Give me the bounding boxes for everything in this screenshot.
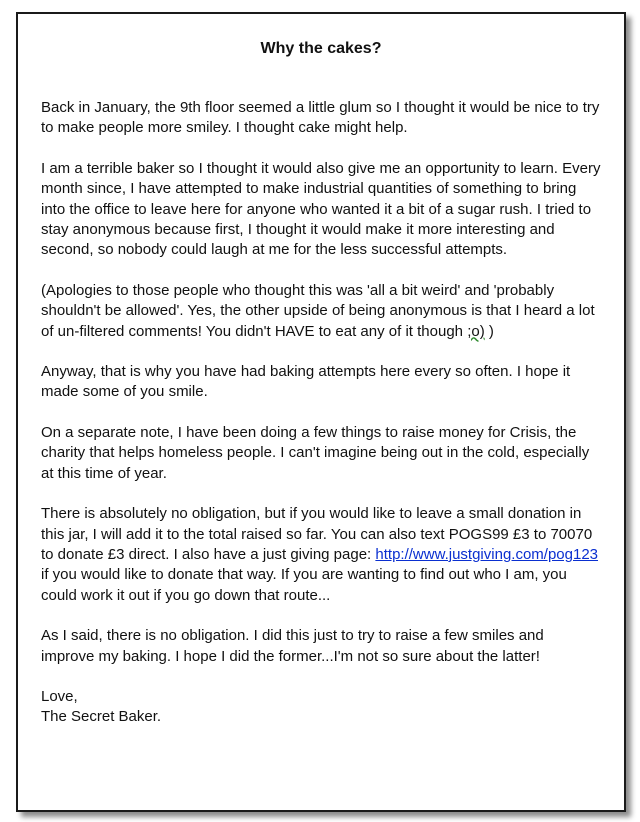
paragraph-apologies <box>41 281 601 342</box>
closing-love: Love, <box>41 687 78 705</box>
paragraph-anyway: Anyway, that is why you have had baking attempts here every so often. I hope it made some of you smile. <box>41 363 571 401</box>
justgiving-link[interactable]: http://www.justgiving.com/pog123 <box>375 545 599 563</box>
paragraph-baking: I am a terrible baker so I thought it would also give me an opportunity to learn. Every month since, I have attempted to make industrial quantities of something to bring into the office to leave here for anyone who wanted it a bit of a sugar rush. I tried to stay anonymous because first, I thought it would make it more interesting and second, so nobody could laugh at me for the less successful attempts. <box>41 159 601 259</box>
document-body <box>41 98 601 728</box>
paragraph-donation <box>41 504 601 606</box>
document-page <box>16 12 626 812</box>
emoticon: ;o) <box>467 322 485 340</box>
paragraph-crisis: On a separate note, I have been doing a few things to raise money for Crisis, the charity that helps homeless people. I can't imagine being out in the cold, especially at this time of year. <box>41 423 590 482</box>
closing-signature: The Secret Baker. <box>41 708 162 726</box>
apologies-end: ) <box>484 322 494 340</box>
document-title: Why the cakes? <box>260 40 382 57</box>
paragraph-no-obligation: As I said, there is no obligation. I did this just to try to raise a few smiles and improve my baking. I hope I did the former...I'm not so sure about the latter! <box>41 627 544 665</box>
paragraph-intro: Back in January, the 9th floor seemed a little glum so I thought it would be nice to try to make people more smiley. I thought cake might help. <box>41 99 600 137</box>
donation-text: There is absolutely no obligation, but if you would like to leave a small donation in this jar, I will add it to the total raised so far. You can also text POGS99 £3 to 70070 to donate £3 direct. I also have a just giving page: <box>41 505 593 563</box>
donation-text-end: if you would like to donate that way. If you are wanting to find out who I am, you could work it out if you go down that route... <box>41 566 567 604</box>
apologies-text: (Apologies to those people who thought this was 'all a bit weird' and 'probably shouldn't be allowed'. Yes, the other upside of being anonymous is that I heard a lot of un-filtered comments! You didn't HAVE to eat any of it though <box>41 281 595 340</box>
